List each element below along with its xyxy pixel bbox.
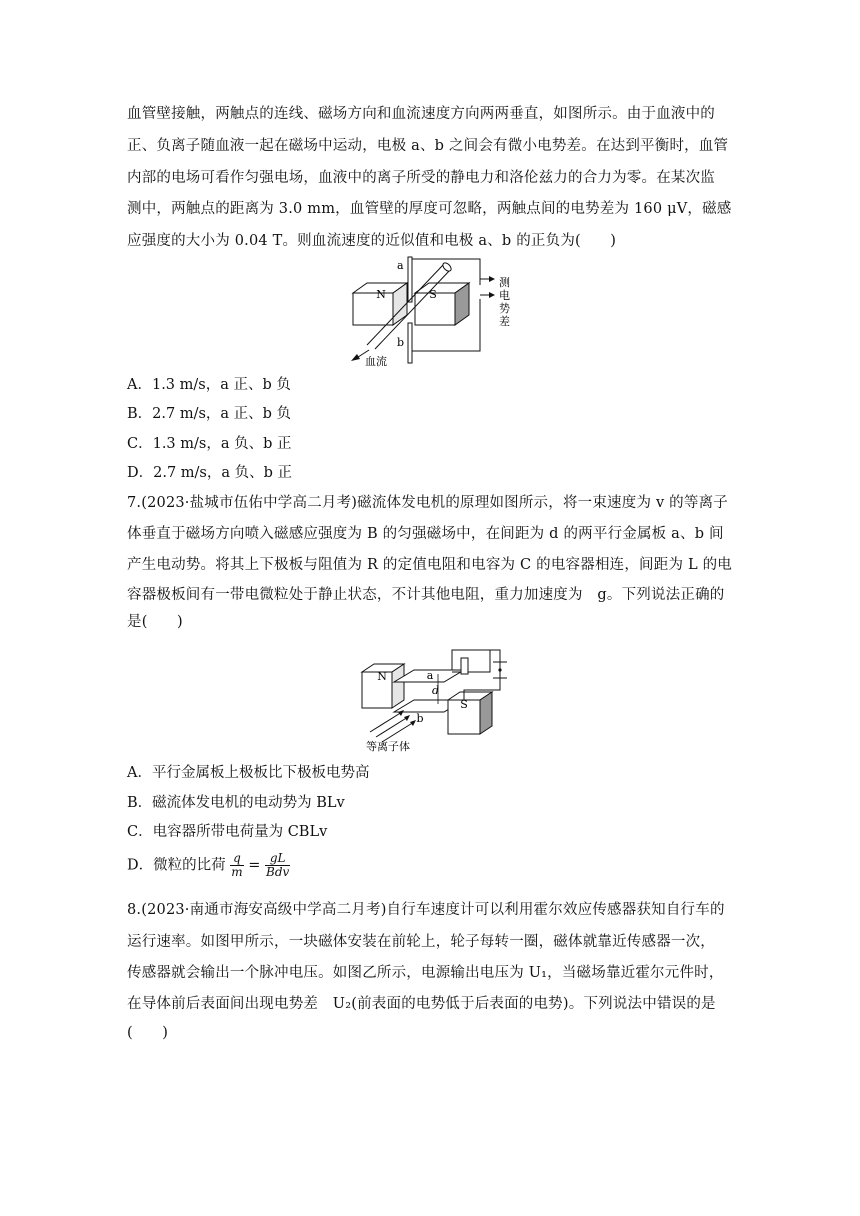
q7-fraction-num: gL bbox=[265, 852, 290, 866]
q7-option-a: A．平行金属板上极板比下极板电势高 bbox=[127, 765, 370, 781]
q7-line-1: 7.(2023·盐城市伍佑中学高二月考)磁流体发电机的原理如图所示，将一束速度为 v 的等离子 bbox=[127, 495, 728, 511]
q7-line-3: 产生电动势。将其上下极板与阻值为 R 的定值电阻和电容为 C 的电容器相连，间距为 L 的电 bbox=[127, 557, 732, 573]
q6-label-measure-1: 测 bbox=[499, 276, 510, 289]
q6-option-c: C．1.3 m/s，a 负、b 正 bbox=[127, 436, 292, 452]
q7-caption: 等离子体 bbox=[366, 740, 410, 753]
q7-line-5: 是( ) bbox=[127, 614, 183, 630]
q7-label-d: d bbox=[432, 684, 440, 697]
q6-label-a: a bbox=[397, 259, 404, 272]
q7-fraction-q: q bbox=[230, 852, 243, 866]
q7-label-a: a bbox=[426, 669, 434, 682]
q8-line-3: 传感器就会输出一个脉冲电压。如图乙所示，电源输出电压为 U₁，当磁场靠近霍尔元件时， bbox=[127, 965, 724, 981]
q7-mhd-figure bbox=[352, 642, 512, 754]
q7-fraction-m: m bbox=[231, 865, 243, 879]
q7-option-d bbox=[127, 852, 290, 879]
q6-label-measure-2: 电 bbox=[499, 289, 510, 302]
q7-label-b: b bbox=[416, 712, 424, 725]
q6-label-b: b bbox=[397, 336, 405, 349]
q8-line-2: 运行速率。如图甲所示，一块磁体安装在前轮上，轮子每转一圈，磁体就靠近传感器一次， bbox=[127, 934, 715, 950]
q7-option-d-prefix: D．微粒的比荷 bbox=[127, 857, 226, 874]
q7-label-n: N bbox=[377, 670, 387, 683]
q6-option-b: B．2.7 m/s，a 正、b 负 bbox=[127, 406, 292, 422]
q6-label-measure-4: 差 bbox=[499, 315, 510, 328]
q8-line-5: ( ) bbox=[127, 1025, 169, 1041]
q6-line-5: 应强度的大小为 0.04 T。则血流速度的近似值和电极 a、b 的正负为( ) bbox=[127, 233, 617, 249]
q6-line-4: 测中，两触点的距离为 3.0 mm，血管壁的厚度可忽略，两触点间的电势差为 160 μV，磁感 bbox=[127, 201, 732, 217]
q7-line-4: 容器极板间有一带电微粒处于静止状态，不计其他电阻，重力加速度为 g。下列说法正确的 bbox=[127, 587, 725, 603]
q7-option-b: B．磁流体发电机的电动势为 BLv bbox=[127, 795, 345, 811]
q6-line-1: 血管壁接触，两触点的连线、磁场方向和血流速度方向两两垂直，如图所示。由于血液中的 bbox=[127, 106, 715, 122]
q7-fraction-gl bbox=[265, 852, 290, 879]
q6-label-n: N bbox=[376, 288, 386, 301]
q6-line-2: 正、负离子随血液一起在磁场中运动，电极 a、b 之间会有微小电势差。在达到平衡时，血管 bbox=[127, 138, 729, 154]
q6-flowmeter-figure bbox=[345, 255, 525, 370]
q7-line-2: 体垂直于磁场方向喷入磁感应强度为 B 的匀强磁场中，在间距为 d 的两平行金属板 a、b 间 bbox=[127, 526, 724, 542]
q7-fraction-den: Bdv bbox=[266, 865, 290, 879]
q6-label-flow: 血流 bbox=[365, 355, 387, 368]
q6-option-a: A．1.3 m/s，a 正、b 负 bbox=[127, 377, 291, 393]
q6-label-s: S bbox=[429, 288, 437, 301]
q8-line-1: 8.(2023·南通市海安高级中学高二月考)自行车速度计可以利用霍尔效应传感器获知自行车的 bbox=[127, 902, 725, 918]
q7-equals: = bbox=[248, 857, 261, 874]
q6-label-measure-3: 势 bbox=[499, 302, 510, 315]
q7-option-c: C．电容器所带电荷量为 CBLv bbox=[127, 824, 328, 840]
q6-line-3: 内部的电场可看作匀强电场，血液中的离子所受的静电力和洛伦兹力的合力为零。在某次监 bbox=[127, 170, 715, 186]
q7-label-s: S bbox=[460, 698, 468, 711]
q8-line-4: 在导体前后表面间出现电势差 U₂(前表面的电势低于后表面的电势)。下列说法中错误的是 bbox=[127, 996, 716, 1012]
q6-option-d: D．2.7 m/s，a 负、b 正 bbox=[127, 465, 293, 481]
q7-fraction-qm bbox=[230, 852, 243, 879]
